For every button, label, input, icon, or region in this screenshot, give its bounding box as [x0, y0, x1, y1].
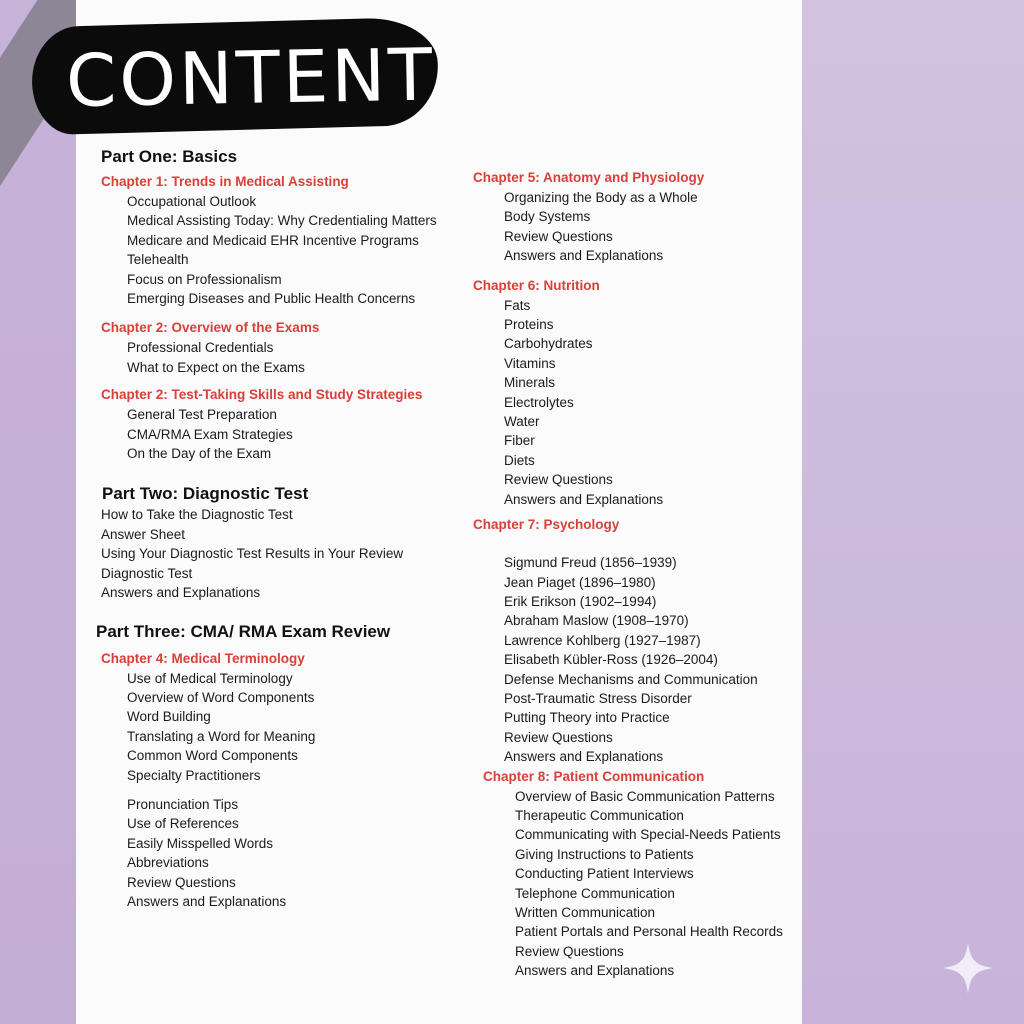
toc-item: Common Word Components: [127, 748, 298, 764]
toc-item: Jean Piaget (1896–1980): [504, 574, 656, 590]
page-title: CONTENT: [65, 32, 436, 123]
toc-item: Medical Assisting Today: Why Credentialing Matters: [127, 213, 437, 229]
chapter-heading: Chapter 5: Anatomy and Physiology: [473, 170, 705, 185]
toc-item: Overview of Word Components: [127, 689, 315, 705]
toc-item: Body Systems: [504, 209, 591, 225]
chapter-heading: Chapter 6: Nutrition: [473, 277, 600, 293]
toc-item: Answers and Explanations: [504, 248, 664, 264]
toc-item: Therapeutic Communication: [515, 807, 684, 823]
toc-item: Review Questions: [515, 943, 624, 959]
toc-item: Proteins: [504, 317, 554, 333]
toc-item: Overview of Basic Communication Patterns: [515, 788, 775, 804]
toc-item: On the Day of the Exam: [127, 446, 272, 462]
toc-item: Answers and Explanations: [504, 491, 664, 507]
toc-item: Using Your Diagnostic Test Results in Your Review: [101, 546, 404, 562]
toc-item: Professional Credentials: [127, 340, 274, 356]
toc-item: Telehealth: [127, 252, 189, 268]
toc-item: Answers and Explanations: [127, 893, 287, 909]
chapter-heading: Chapter 2: Test-Taking Skills and Study Strategies: [101, 387, 423, 403]
toc-item: Defense Mechanisms and Communication: [504, 671, 758, 687]
toc-item: Diagnostic Test: [101, 565, 193, 581]
toc-item: Review Questions: [504, 729, 613, 745]
toc-item: General Test Preparation: [127, 407, 277, 423]
toc-item: Medicare and Medicaid EHR Incentive Programs: [127, 232, 419, 248]
toc-item: Answers and Explanations: [101, 585, 261, 601]
toc-item: Use of Medical Terminology: [127, 670, 293, 686]
chapter-heading: Chapter 7: Psychology: [473, 517, 620, 533]
toc-item: Review Questions: [504, 228, 613, 244]
part-title: Part One: Basics: [101, 147, 238, 166]
toc-item: Minerals: [504, 375, 556, 391]
toc-item: Specialty Practitioners: [127, 767, 261, 783]
toc-item: Written Communication: [515, 905, 656, 920]
part-title: Part Three: CMA/ RMA Exam Review: [96, 621, 391, 641]
toc-item: How to Take the Diagnostic Test: [101, 507, 293, 523]
toc-item: Answers and Explanations: [504, 749, 664, 765]
toc-item: Organizing the Body as a Whole: [504, 190, 698, 205]
chapter-heading: Chapter 4: Medical Terminology: [101, 650, 305, 666]
toc-item: Patient Portals and Personal Health Records: [515, 924, 783, 940]
toc-item: Translating a Word for Meaning: [127, 728, 316, 744]
toc-item: Erik Erikson (1902–1994): [504, 593, 657, 609]
toc-left-column: [96, 146, 466, 911]
toc-item: Communicating with Special-Needs Patients: [515, 827, 781, 843]
toc-item: Conducting Patient Interviews: [515, 866, 694, 882]
toc-item: Answers and Explanations: [515, 963, 675, 979]
toc-item: Abbreviations: [127, 855, 209, 871]
toc-item: Abraham Maslow (1908–1970): [504, 613, 689, 629]
toc-item: Post-Traumatic Stress Disorder: [504, 690, 692, 706]
toc-item: Putting Theory into Practice: [504, 710, 670, 726]
toc-item: Review Questions: [127, 874, 236, 890]
toc-item: CMA/RMA Exam Strategies: [127, 426, 293, 442]
toc-item: Giving Instructions to Patients: [515, 846, 694, 862]
toc-item: Water: [504, 414, 540, 430]
toc-item: Easily Misspelled Words: [127, 835, 274, 851]
background-right: [802, 0, 1024, 1024]
toc-item: Lawrence Kohlberg (1927–1987): [504, 632, 701, 648]
toc-item: Electrolytes: [504, 394, 574, 410]
sparkle-icon: [938, 938, 998, 998]
toc-item: Review Questions: [504, 472, 613, 488]
toc-item: Answer Sheet: [101, 526, 186, 542]
toc-item: Vitamins: [504, 355, 556, 371]
chapter-heading: Chapter 2: Overview of the Exams: [101, 320, 320, 336]
toc-item: Fats: [504, 297, 531, 313]
toc-item: Elisabeth Kübler-Ross (1926–2004): [504, 652, 718, 668]
toc-item: Emerging Diseases and Public Health Concerns: [127, 291, 416, 307]
toc-item: Carbohydrates: [504, 336, 593, 352]
toc-item: Word Building: [127, 709, 211, 725]
toc-item: Telephone Communication: [515, 885, 675, 901]
chapter-heading: Chapter 1: Trends in Medical Assisting: [101, 174, 349, 189]
chapter-heading: Chapter 8: Patient Communication: [483, 768, 705, 784]
toc-right-column: [470, 168, 800, 981]
toc-item: Diets: [504, 452, 535, 468]
toc-item: Fiber: [504, 433, 535, 449]
toc-item: What to Expect on the Exams: [127, 359, 305, 375]
toc-item: Focus on Professionalism: [127, 271, 282, 287]
part-title: Part Two: Diagnostic Test: [102, 484, 309, 504]
toc-item: Sigmund Freud (1856–1939): [504, 555, 677, 571]
toc-item: Pronunciation Tips: [127, 796, 239, 812]
toc-item: Use of References: [127, 816, 239, 832]
toc-item: Occupational Outlook: [127, 194, 257, 209]
